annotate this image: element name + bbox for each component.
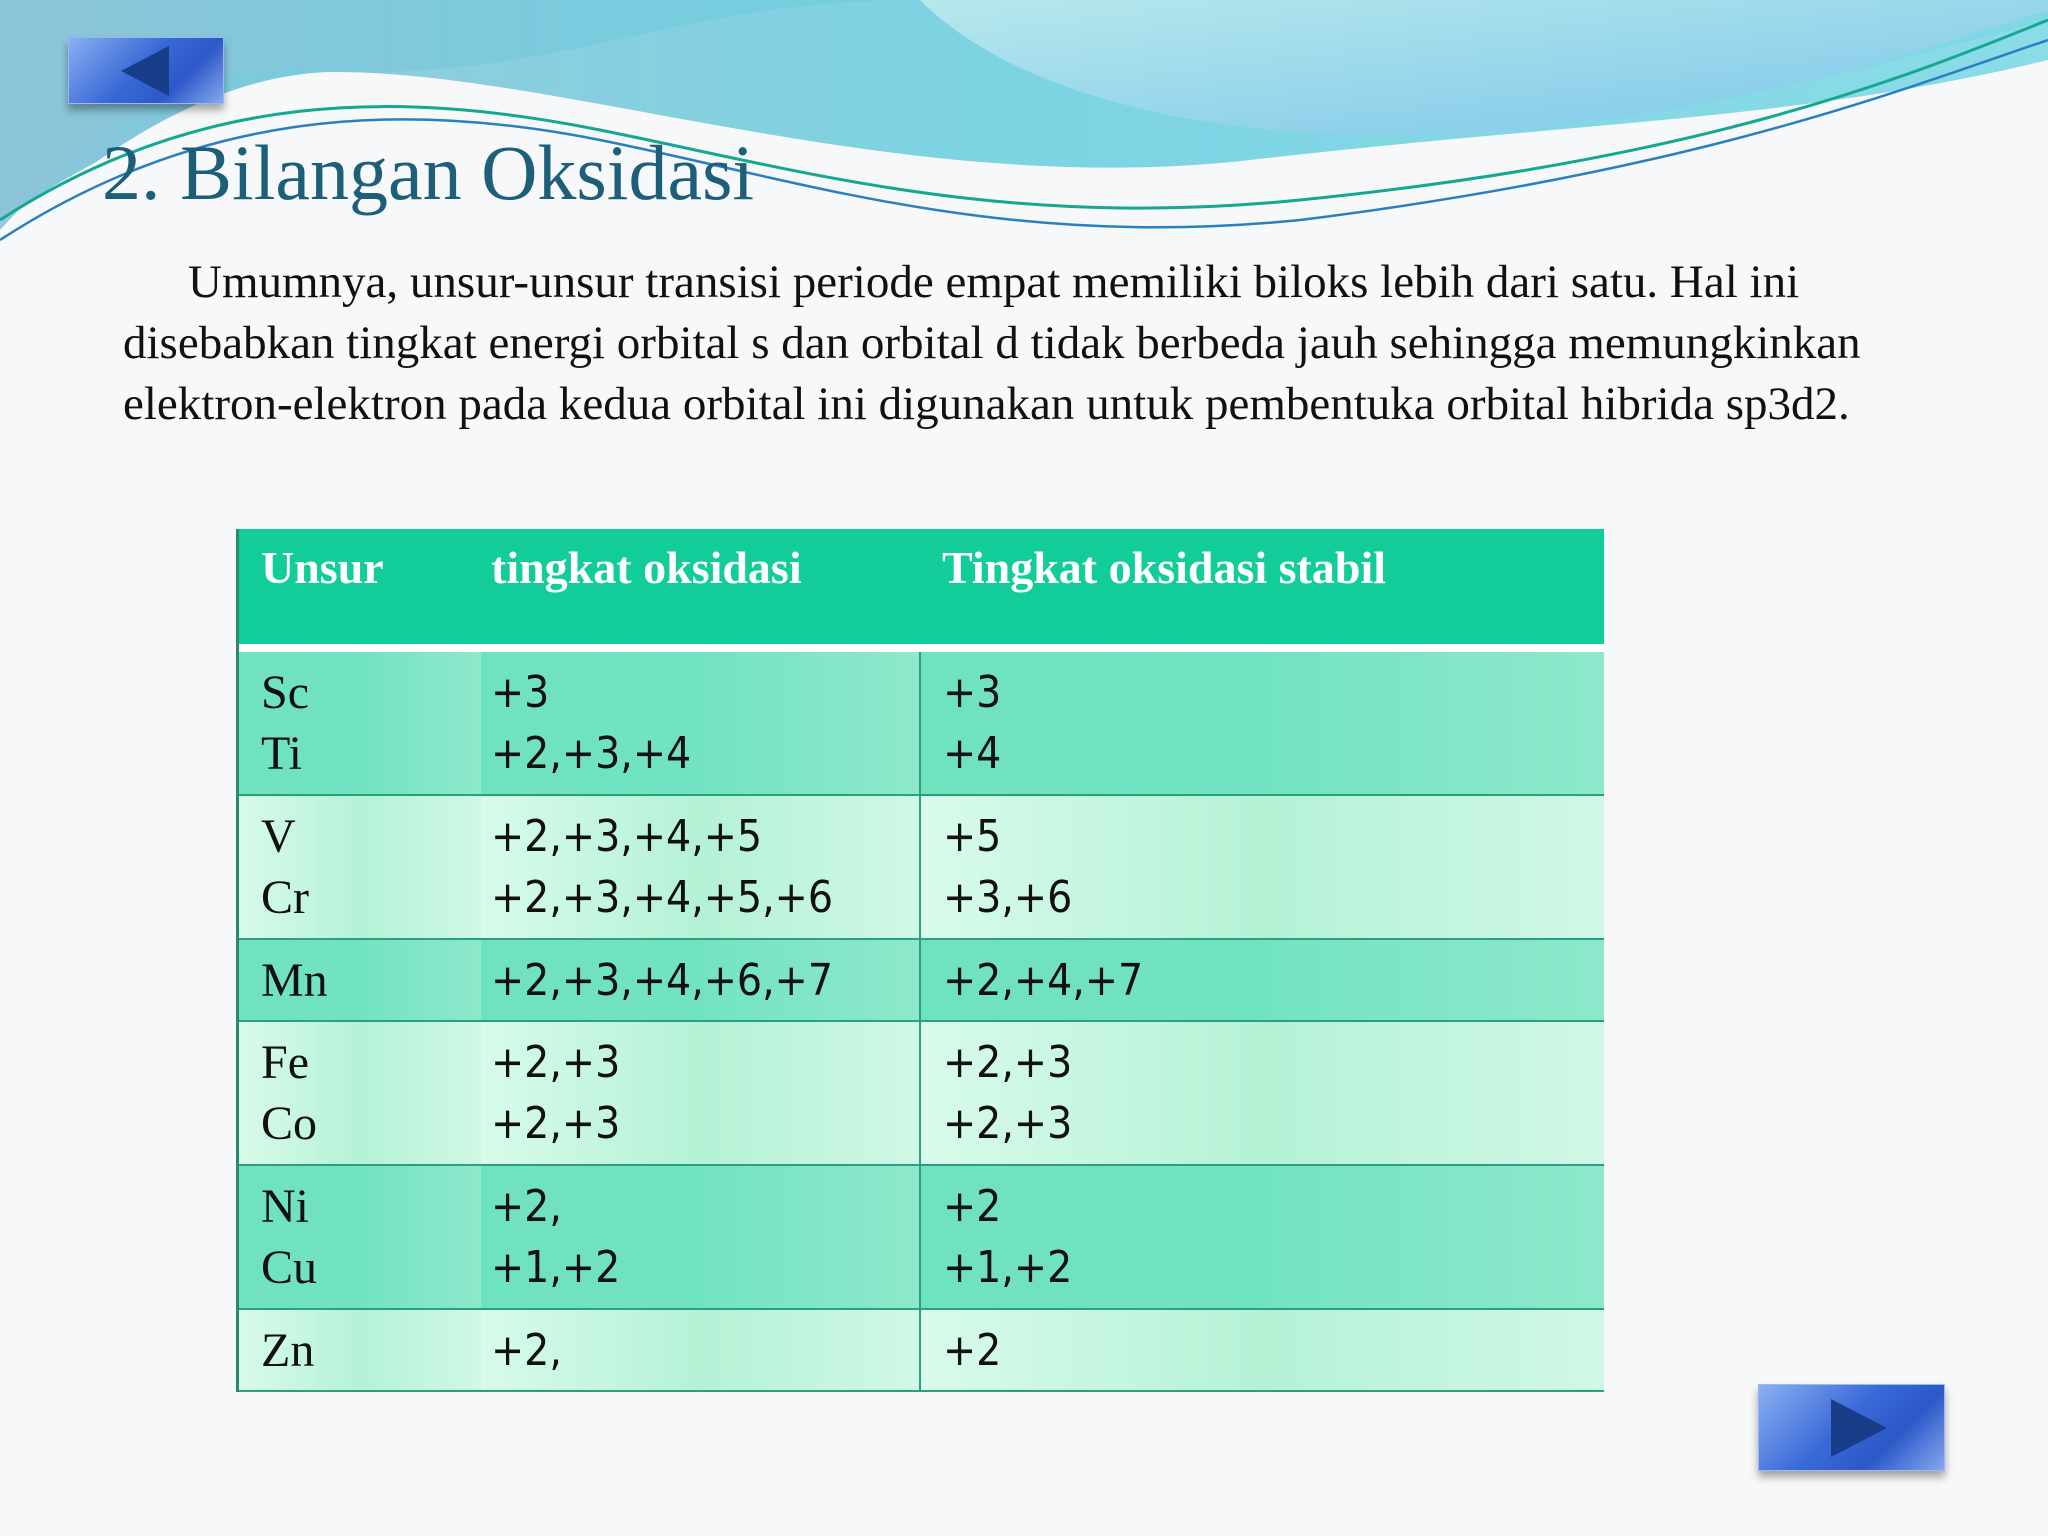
cell-unsur-value: Cr [261, 871, 309, 924]
next-slide-button[interactable] [1758, 1384, 1945, 1471]
cell-tingkat-stabil-value: +2,+3 [943, 1098, 1073, 1149]
cell-tingkat-stabil-value: +5 [943, 811, 1002, 862]
cell-tingkat-oksidasi-value: +2,+3,+4,+5,+6 [491, 872, 834, 923]
cell-unsur-value: Sc [261, 666, 309, 719]
cell-tingkat-oksidasi [481, 1021, 920, 1165]
cell-unsur-value: Co [261, 1097, 318, 1150]
triangle-right-icon [1759, 1385, 1944, 1470]
cell-unsur [239, 939, 481, 1021]
cell-tingkat-oksidasi-value: +2,+3,+4,+6,+7 [491, 954, 834, 1006]
table-row [239, 648, 1604, 795]
cell-tingkat-oksidasi-value: +2,+3 [491, 1037, 621, 1088]
cell-unsur-value: Fe [261, 1036, 309, 1089]
cell-unsur [239, 648, 481, 795]
cell-tingkat-oksidasi-value: +2,+3,+4 [491, 728, 692, 779]
table-row [239, 1165, 1604, 1309]
cell-tingkat-stabil-value: +2,+3 [943, 1037, 1073, 1088]
cell-tingkat-oksidasi-value: +2,+3,+4,+5 [491, 811, 763, 862]
cell-tingkat-stabil-value: +3 [943, 667, 1002, 718]
cell-tingkat-oksidasi [481, 795, 920, 939]
cell-tingkat-oksidasi-value: +2, [491, 1324, 562, 1376]
cell-tingkat-stabil [920, 795, 1604, 939]
table-row [239, 795, 1604, 939]
cell-unsur-value: Mn [261, 953, 328, 1007]
oxidation-state-table [239, 529, 1604, 1392]
previous-slide-button[interactable] [68, 37, 224, 104]
cell-unsur [239, 1165, 481, 1309]
table-row [239, 1309, 1604, 1391]
table-header-row [239, 529, 1604, 648]
triangle-left-icon [69, 38, 223, 103]
header-tingkat-oksidasi-stabil: Tingkat oksidasi stabil [920, 529, 1604, 648]
cell-unsur-value: Ti [261, 727, 302, 780]
cell-unsur-value: Ni [261, 1180, 309, 1233]
cell-tingkat-stabil [920, 939, 1604, 1021]
cell-tingkat-stabil-value: +2 [943, 1324, 1002, 1376]
cell-tingkat-oksidasi-value: +1,+2 [491, 1242, 621, 1293]
cell-tingkat-stabil-value: +3,+6 [943, 872, 1073, 923]
cell-tingkat-stabil-value: +2 [943, 1181, 1002, 1232]
cell-tingkat-oksidasi-value: +2,+3 [491, 1098, 621, 1149]
cell-tingkat-stabil [920, 1165, 1604, 1309]
cell-unsur-value: V [261, 810, 296, 863]
cell-unsur-value: Zn [261, 1323, 315, 1377]
body-paragraph: Umumnya, unsur-unsur transisi periode empat memiliki biloks lebih dari satu. Hal ini disebabkan tingkat energi orbital s dan orbital d tidak berbeda jauh sehingga memungkinkan elektron-elektron pada kedua orbital ini digunakan untuk pembentuka orbital hibrida sp3d2. [123, 256, 1861, 430]
table-row [239, 939, 1604, 1021]
cell-unsur-value: Cu [261, 1241, 318, 1294]
cell-tingkat-oksidasi-value: +2, [491, 1181, 562, 1232]
table-row [239, 1021, 1604, 1165]
slide-title: 2. Bilangan Oksidasi [102, 129, 755, 216]
header-unsur: Unsur [239, 529, 481, 648]
cell-tingkat-stabil-value: +1,+2 [943, 1242, 1073, 1293]
cell-tingkat-stabil [920, 1021, 1604, 1165]
cell-tingkat-oksidasi [481, 1309, 920, 1391]
cell-tingkat-oksidasi [481, 1165, 920, 1309]
cell-tingkat-stabil-value: +4 [943, 728, 1002, 779]
cell-unsur [239, 1021, 481, 1165]
cell-tingkat-stabil [920, 1309, 1604, 1391]
cell-unsur [239, 1309, 481, 1391]
cell-tingkat-stabil-value: +2,+4,+7 [943, 954, 1144, 1006]
header-tingkat-oksidasi: tingkat oksidasi [481, 529, 920, 648]
cell-tingkat-oksidasi [481, 939, 920, 1021]
cell-tingkat-oksidasi-value: +3 [491, 667, 550, 718]
cell-tingkat-stabil [920, 648, 1604, 795]
cell-tingkat-oksidasi [481, 648, 920, 795]
cell-unsur [239, 795, 481, 939]
